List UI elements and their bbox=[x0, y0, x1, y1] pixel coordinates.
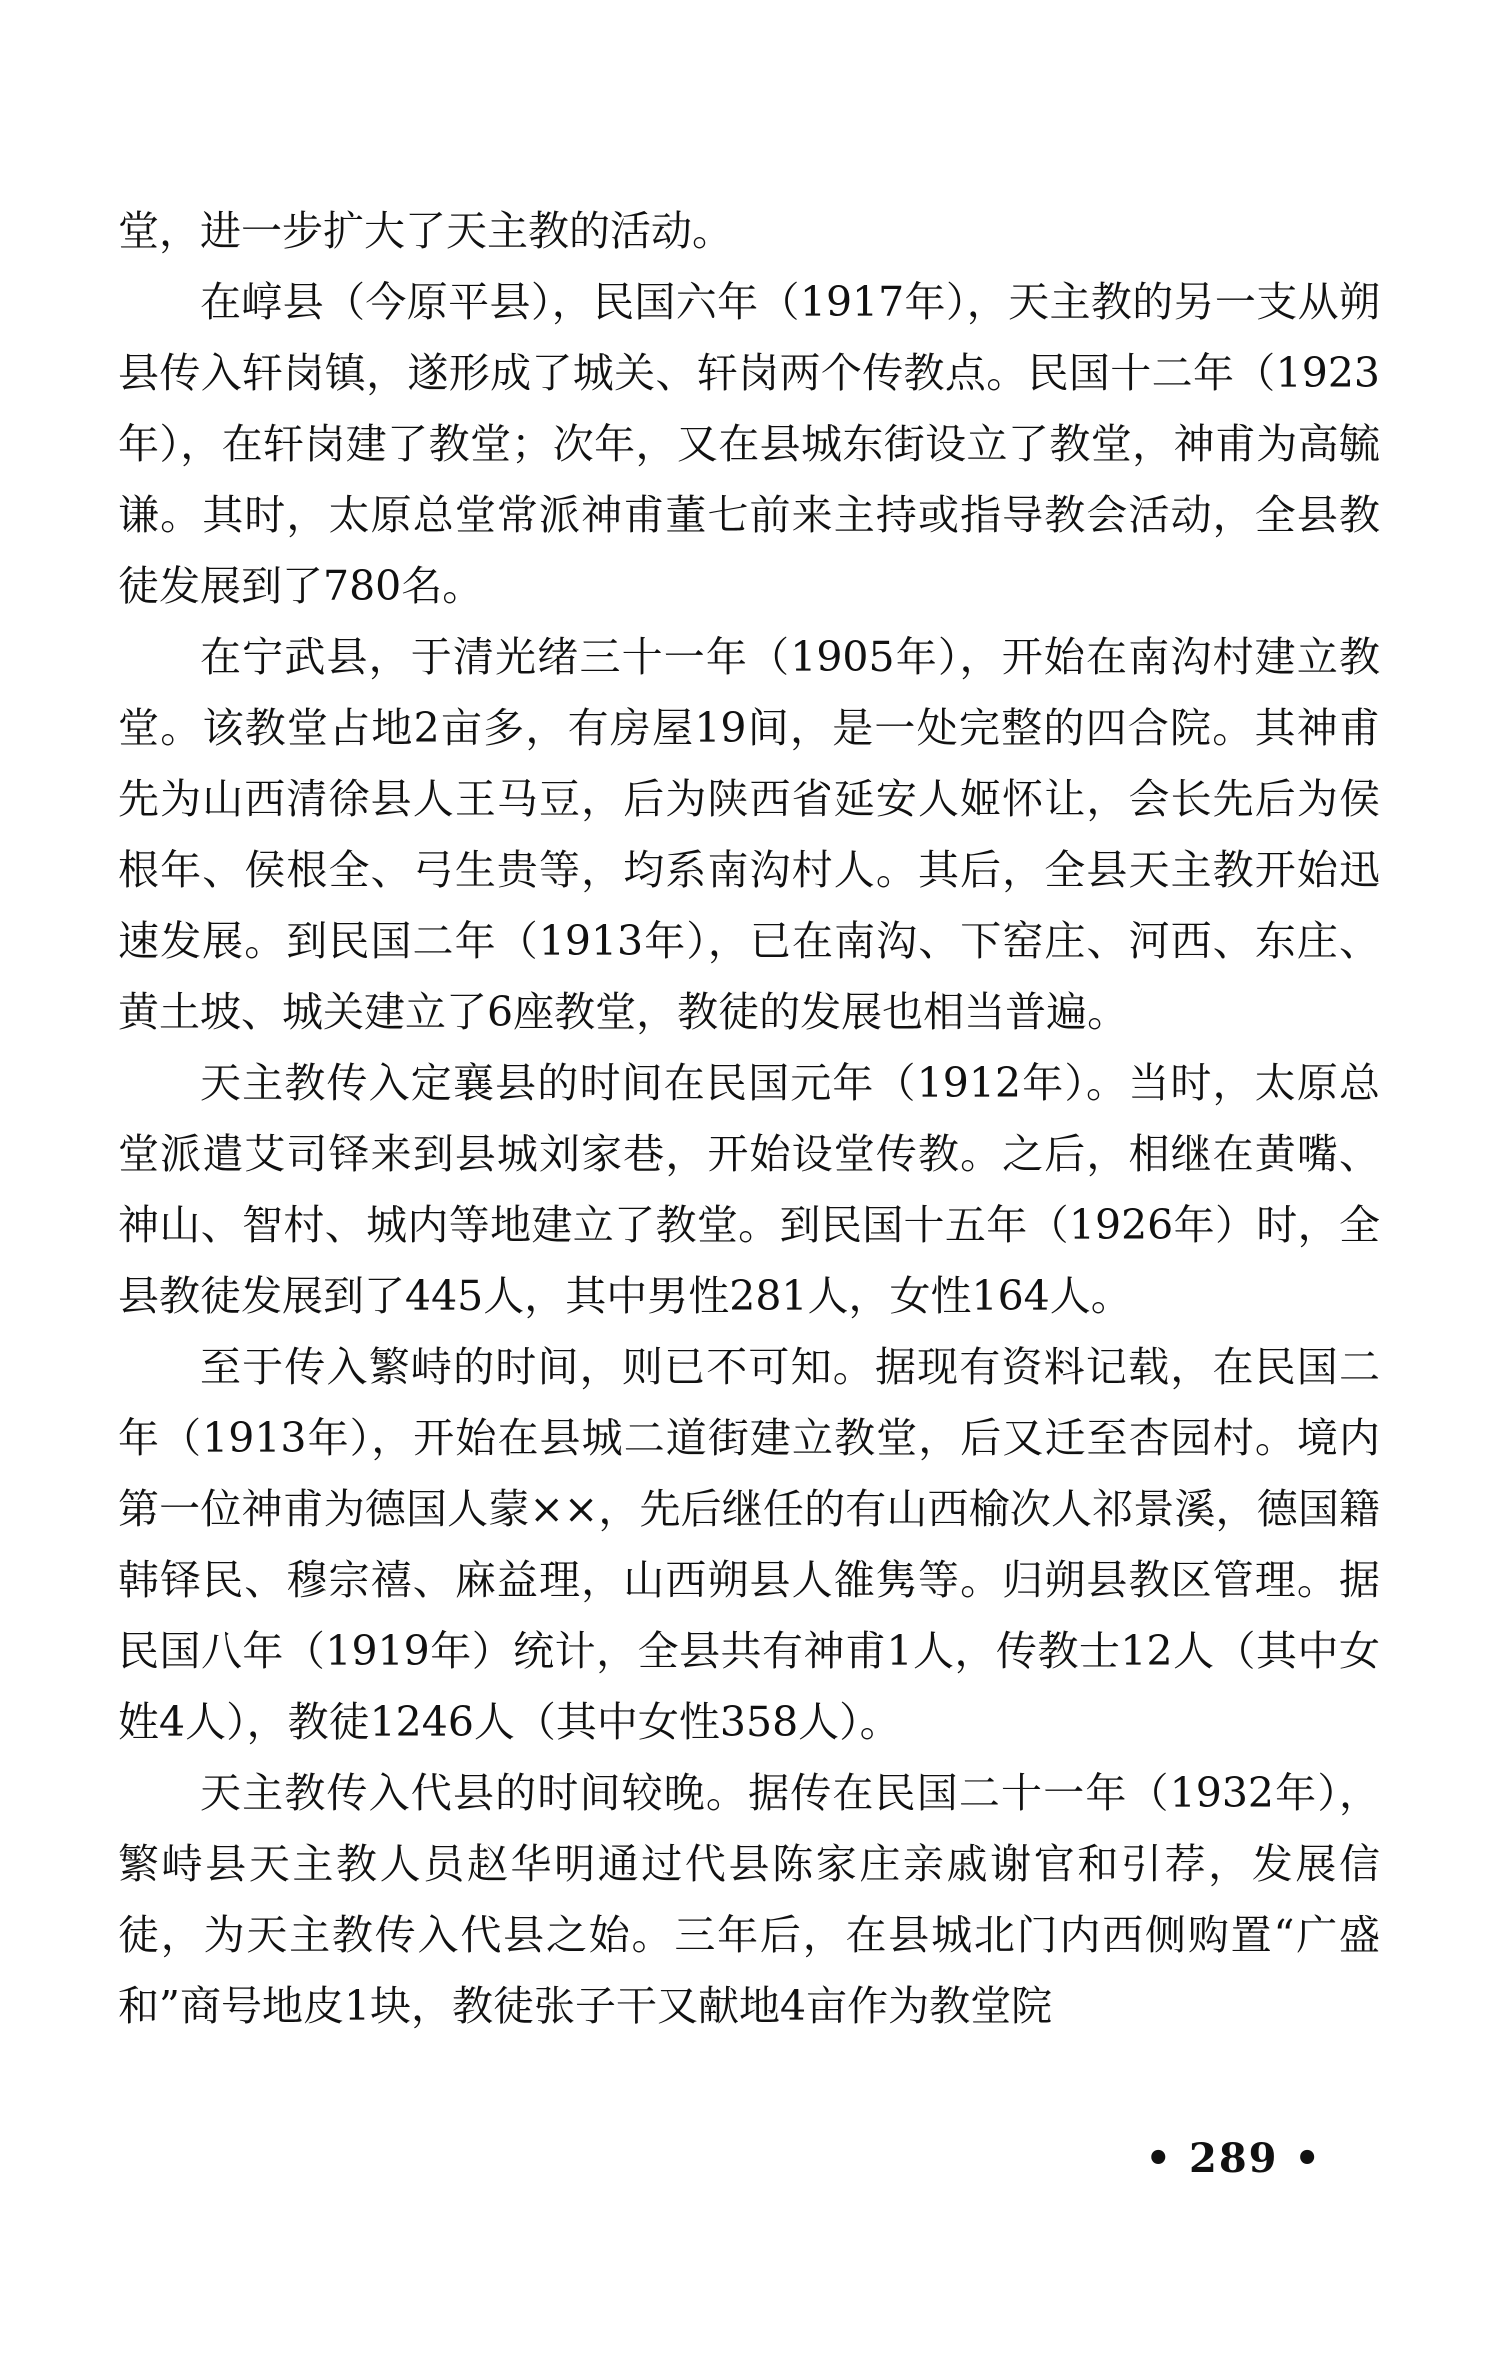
paragraph-1: 堂，进一步扩大了天主教的活动。 bbox=[118, 207, 733, 255]
page-number: • 289 • bbox=[1145, 2135, 1322, 2182]
paragraph-5: 至于传入繁峙的时间，则已不可知。据现有资料记载，在民国二年（1913年），开始在县城二道街建立教堂，后又迁至杏园村。境内第一位神甫为德国人蒙××，先后继任的有山西榆次人祁景溪，德国籍韩铎民、穆宗禧、麻益理，山西朔县人雒隽等。归朔县教区管理。据民国八年（1919年）统计，全县共有神甫1人，传教士12人（其中女姓4人），教徒1246人（其中女性358人）。 bbox=[118, 1343, 1380, 1746]
body-text bbox=[118, 196, 1380, 2042]
paragraph-4: 天主教传入定襄县的时间在民国元年（1912年）。当时，太原总堂派遣艾司铎来到县城刘家巷，开始设堂传教。之后，相继在黄嘴、神山、智村、城内等地建立了教堂。到民国十五年（1926年）时，全县教徒发展到了445人，其中男性281人，女性164人。 bbox=[118, 1059, 1380, 1320]
paragraph-3: 在宁武县，于清光绪三十一年（1905年），开始在南沟村建立教堂。该教堂占地2亩多，有房屋19间，是一处完整的四合院。其神甫先为山西清徐县人王马豆，后为陕西省延安人姬怀让，会长先后为侯根年、侯根全、弓生贵等，均系南沟村人。其后，全县天主教开始迅速发展。到民国二年（1913年），已在南沟、下窑庄、河西、东庄、黄土坡、城关建立了6座教堂，教徒的发展也相当普遍。 bbox=[118, 633, 1380, 1036]
paragraph-2: 在崞县（今原平县），民国六年（1917年），天主教的另一支从朔县传入轩岗镇，遂形成了城关、轩岗两个传教点。民国十二年（1923年），在轩岗建了教堂；次年，又在县城东街设立了教堂，神甫为高毓谦。其时，太原总堂常派神甫董七前来主持或指导教会活动，全县教徒发展到了780名。 bbox=[118, 278, 1380, 610]
paragraph-6: 天主教传入代县的时间较晚。据传在民国二十一年（1932年），繁峙县天主教人员赵华明通过代县陈家庄亲戚谢官和引荐，发展信徒，为天主教传入代县之始。三年后，在县城北门内西侧购置“广盛和”商号地皮1块，教徒张子干又献地4亩作为教堂院 bbox=[118, 1769, 1380, 2030]
